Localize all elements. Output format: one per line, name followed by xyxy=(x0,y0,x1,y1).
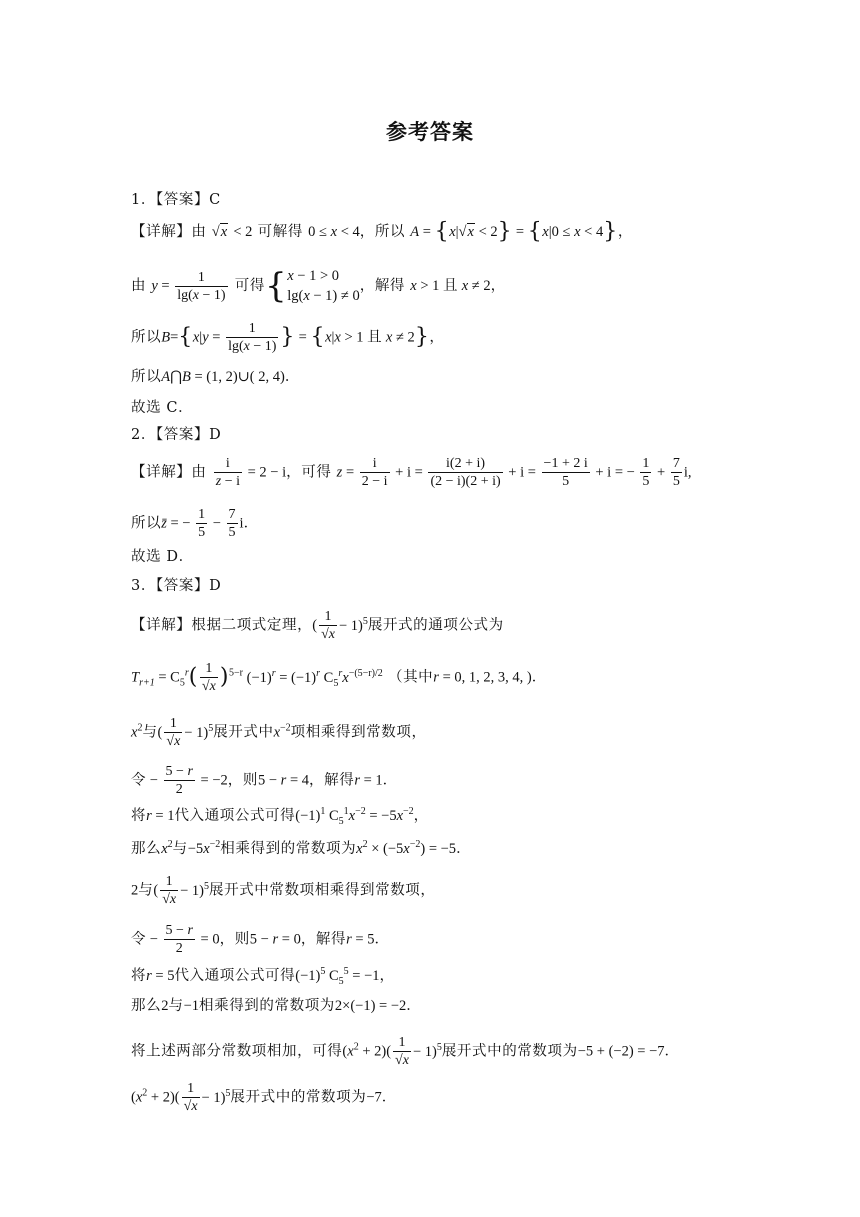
page-title: 参考答案 xyxy=(386,120,474,144)
q3-line7: 2与( $\frac{1}{√x}$ − 1)$^5$展开式中常数项相乘得到常数项， xyxy=(131,874,436,907)
q3-line11: 将上述两部分常数项相加，可得$(x^2 + 2)$( $\frac{1}{√x}$ − 1)$^5$展开式中的常数项为−5 + (−2) = −7． xyxy=(131,1035,680,1068)
q2-answer: 2．【答案】D xyxy=(131,427,222,443)
q3-line3: $x^2$与( $\frac{1}{√x}$ − 1)$^5$展开式中$x^{-2}$项相乘得到常数项， xyxy=(131,716,427,749)
q1-conclusion: 故选 C． xyxy=(131,400,194,416)
q1-detail-line3: 所以B={x|y = $\frac{1}{\lg(x - 1)}$ } = {x|x > 1 且 x ≠ 2}， xyxy=(131,321,445,354)
q2-detail-line2: 所以z̄ = − $\frac{1}{5}$ − $\frac{7}{5}$ i． xyxy=(131,507,259,540)
q3-line5: 将r = 1代入通项公式可得$(-1)^1$ $C_5^1x^{-2} = -5x^{-2}$， xyxy=(131,806,429,827)
q3-line9: 将r = 5代入通项公式可得$(-1)^5$ $C_5^5 = -1$， xyxy=(131,966,395,987)
q3-line6: 那么$x^2$与$-5x^{-2}$相乘得到的常数项为$x^2 \times (-5x^{-2}) = -5$． xyxy=(131,839,472,857)
q3-general-term: $T_{r+1} = C_5^r$( $\frac{1}{√x}$ )$^{5-r}$ $(-1)^r = (-1)^r$ $C_5^rx^{-(5-r)/2}$ （其中r = 0, 1, 2, 3, 4, )． xyxy=(131,661,547,694)
q1-answer: 1．【答案】C xyxy=(131,192,221,208)
q1-detail-line2: 由 y = $\frac{1}{\lg(x - 1)}$ 可得{ x − 1 > 0 lg(x − 1) ≠ 0 ，解得 x > 1 且 x ≠ 2， xyxy=(131,266,506,306)
q3-answer: 3．【答案】D xyxy=(131,578,222,594)
q3-line12: $(x^2 + 2)$( $\frac{1}{√x}$ − 1)$^5$展开式中的常数项为−7． xyxy=(131,1081,397,1114)
q2-detail-line1: 【详解】由 $\frac{i}{z - i}$ = 2 − i，可得 z = $\frac{i}{2 - i}$ + i = $\frac{i(2 + i)}{(2 - i)(2 + i)}$ + i = $\frac{-1 + 2 i}{5}$ + i = − $\frac{1}{5}$ + $\frac{7}{5}$ i, xyxy=(131,456,692,489)
q3-detail-line1: 【详解】根据二项式定理，( $\frac{1}{√x}$ − 1)$^5$展开式的通项公式为 xyxy=(131,609,504,642)
q1-detail-line4: 所以A⋂B = (1, 2)∪( 2, 4)． xyxy=(131,369,300,385)
q3-line4: 令 − $\frac{5 - r}{2}$ = −2，则5 − r = 4，解得r = 1． xyxy=(131,764,398,797)
q2-conclusion: 故选 D． xyxy=(131,549,194,565)
q3-line10: 那么2与−1相乘得到的常数项为2×(−1) = −2． xyxy=(131,998,422,1014)
q1-detail-line1: 【详解】由 √x < 2 可解得 0 ≤ x < 4，所以 A = {x|√x < 2} = {x|0 ≤ x < 4}， xyxy=(131,219,633,244)
q3-line8: 令 − $\frac{5 - r}{2}$ = 0，则5 − r = 0，解得r = 5． xyxy=(131,923,390,956)
